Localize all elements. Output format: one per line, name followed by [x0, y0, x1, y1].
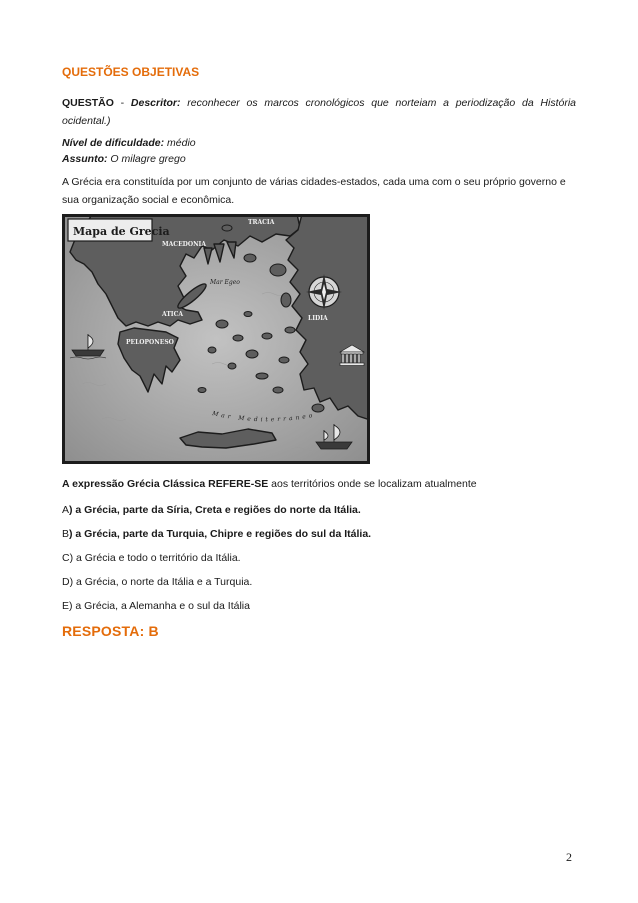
map-label-peloponeso: PELOPONESO — [126, 339, 174, 346]
difficulty-value: médio — [164, 137, 196, 149]
difficulty-label: Nível de dificuldade: — [62, 137, 165, 149]
question-separator: - — [113, 97, 131, 109]
page-number: 2 — [566, 850, 572, 864]
option-a — [62, 501, 576, 519]
stem-bold: A expressão Grécia Clássica REFERE-SE — [62, 478, 269, 490]
option-letter: D — [62, 576, 70, 588]
option-text: ) a Grécia e todo o território da Itália. — [69, 552, 241, 564]
greece-map-image — [62, 214, 370, 464]
map-label-tracia: TRACIA — [248, 219, 275, 226]
subject-value: O milagre grego — [107, 153, 186, 165]
option-d — [62, 573, 576, 591]
subject-line — [62, 151, 576, 167]
question-meta — [62, 135, 576, 167]
option-b — [62, 525, 576, 543]
subject-label: Assunto: — [62, 153, 108, 165]
option-text: ) a Grécia, o norte da Itália e a Turquia. — [69, 576, 253, 588]
option-e — [62, 597, 576, 615]
map-label-macedonia: MACEDONIA — [162, 241, 207, 248]
descriptor-label: Descritor: — [130, 97, 181, 109]
map-label-atica: ATICA — [162, 311, 184, 318]
stem-rest: aos territórios onde se localizam atualmente — [268, 478, 477, 490]
question-descriptor — [62, 94, 576, 130]
option-letter: C — [62, 552, 70, 564]
option-letter: E — [62, 600, 70, 612]
map-title: Mapa de Grecia — [73, 225, 170, 238]
option-text: ) a Grécia, parte da Síria, Creta e regiões do norte da Itália. — [69, 504, 361, 516]
map-label-mar-egeo: Mar Egeo — [210, 279, 240, 286]
option-c — [62, 549, 576, 567]
section-title: QUESTÕES OBJETIVAS — [62, 65, 200, 79]
option-letter: A — [62, 504, 70, 516]
difficulty-line — [62, 135, 576, 151]
option-text: ) a Grécia, parte da Turquia, Chipre e regiões do sul da Itália. — [69, 528, 372, 540]
descriptor-text: reconhecer os marcos cronológicos que norteiam a periodização da História ocidental.) — [62, 97, 576, 127]
map-label-lidia: LIDIA — [308, 315, 328, 322]
question-label: QUESTÃO — [62, 97, 114, 109]
answer-line: RESPOSTA: B — [62, 623, 159, 639]
question-stem — [62, 475, 576, 493]
option-letter: B — [62, 528, 70, 540]
intro-paragraph: A Grécia era constituída por um conjunto de várias cidades-estados, cada uma com o seu próprio governo e sua organização social e econômica. — [62, 176, 566, 206]
option-text: ) a Grécia, a Alemanha e o sul da Itália — [69, 600, 250, 612]
map-label-mar-mediterraneo-path: Mar Mediterraneo — [211, 410, 316, 424]
